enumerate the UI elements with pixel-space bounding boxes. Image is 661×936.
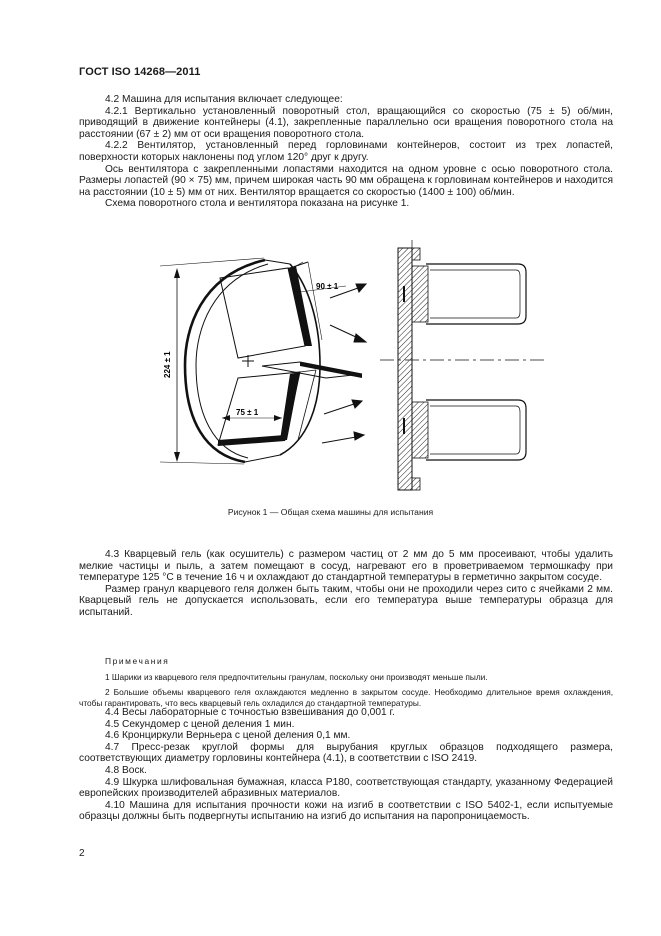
paragraph: Ось вентилятора с закрепленными лопастями находится на одном уровне с осью поворотного стола. Размеры лопастей (90 × 75) мм, причем широкая часть 90 мм обращена к горловинам контейнеров и находится на расстоянии (10 ± 5) мм от них. Вентилятор вращается со скоростью (1400 ± 100) об/мин.: [79, 163, 613, 198]
paragraph: 4.2.2 Вентилятор, установленный перед горловинами контейнеров, состоит из трех лопастей, поверхности которых наклонены под углом 120° друг к другу.: [79, 140, 613, 163]
paragraph: 4.2 Машина для испытания включает следующее:: [105, 94, 343, 105]
dimension-top-label: 90 ± 1: [316, 282, 339, 291]
fan-blade-upper: [220, 262, 322, 358]
paragraph: 4.3 Кварцевый гель (как осушитель) с размером частиц от 2 мм до 5 мм просеивают, чтобы удалить мелкие частицы и пыль, а затем помещают в сосуд, нагревают его в проветриваемом термошкафу при температуре 125 °С в течение 16 ч и охлаждают до стандартной температуры в герметично закрытом сосуде.: [79, 549, 613, 584]
airflow-arrows: [322, 284, 366, 443]
paragraph: 4.10 Машина для испытания прочности кожи на изгиб в соответствии с ISO 5402-1, если испытуемые образцы должны быть подвергнуты испытанию на изгиб до испытания на паропроницаемость.: [79, 799, 613, 823]
page-number: 2: [79, 848, 85, 859]
note-item: 2 Большие объемы кварцевого геля охлаждаются медленно в закрытом сосуде. Необходимо длительное время охлаждения, чтобы гарантировать, что весь кварцевый гель охладился до стандартной температуры.: [79, 686, 613, 708]
section-4-3: [79, 549, 613, 619]
fan-blade-middle: [262, 362, 362, 378]
fan-blade-lower: [218, 370, 316, 446]
document-header: ГОСТ ISO 14268—2011: [79, 66, 201, 78]
paragraph: 4.9 Шкурка шлифовальная бумажная, класса Р180, соответствующая стандарту, указанному Федерацией европейских производителей абразивных материалов.: [79, 776, 613, 800]
container-assembly: [380, 240, 548, 490]
figure-caption: Рисунок 1 — Общая схема машины для испытания: [227, 507, 434, 517]
paragraph: 4.7 Пресс-резак круглой формы для вырубания круглых образцов подходящего размера, соответствующих диаметру горловины контейнера (4.1), в соответствии с ISO 2419.: [79, 741, 613, 765]
container-lower: [404, 400, 526, 460]
dimension-bottom-label: 75 ± 1: [236, 408, 259, 417]
dimension-height-label: 224 ± 1: [163, 351, 172, 378]
notes-title: Примечания: [105, 656, 170, 666]
note-item: 1 Шарики из кварцевого геля предпочтительны гранулам, поскольку они производят меньше пыли.: [105, 671, 488, 682]
paragraph: 4.8 Воск.: [105, 764, 147, 776]
container-upper: [404, 264, 526, 324]
paragraph: Размер гранул кварцевого геля должен быть таким, чтобы они не проходили через сито с ячейками 2 мм. Кварцевый гель не допускается использовать, если его температура выше температуры образца для испытаний.: [79, 583, 613, 618]
paragraph: Схема поворотного стола и вентилятора показана на рисунке 1.: [105, 198, 410, 210]
paragraph: 4.6 Кронциркули Верньера с ценой деления 0,1 мм.: [105, 730, 351, 742]
dimension-bottom: [222, 408, 282, 421]
paragraph: 4.2.1 Вертикально установленный поворотный стол, вращающийся со скоростью (75 ± 5) об/мин, приводящий в движение контейнеры (4.1), закрепленные параллельно оси вращения поворотного стола на расстоянии (67 ± 2) мм от оси вращения поворотного стола.: [79, 105, 613, 140]
paragraph: 4.5 Секундомер с ценой деления 1 мин.: [105, 718, 295, 730]
section-4-4-to-4-10: [79, 707, 613, 823]
paragraph: 4.4 Весы лабораторные с точностью взвешивания до 0,001 г.: [105, 707, 395, 718]
notes-block: [79, 656, 613, 709]
